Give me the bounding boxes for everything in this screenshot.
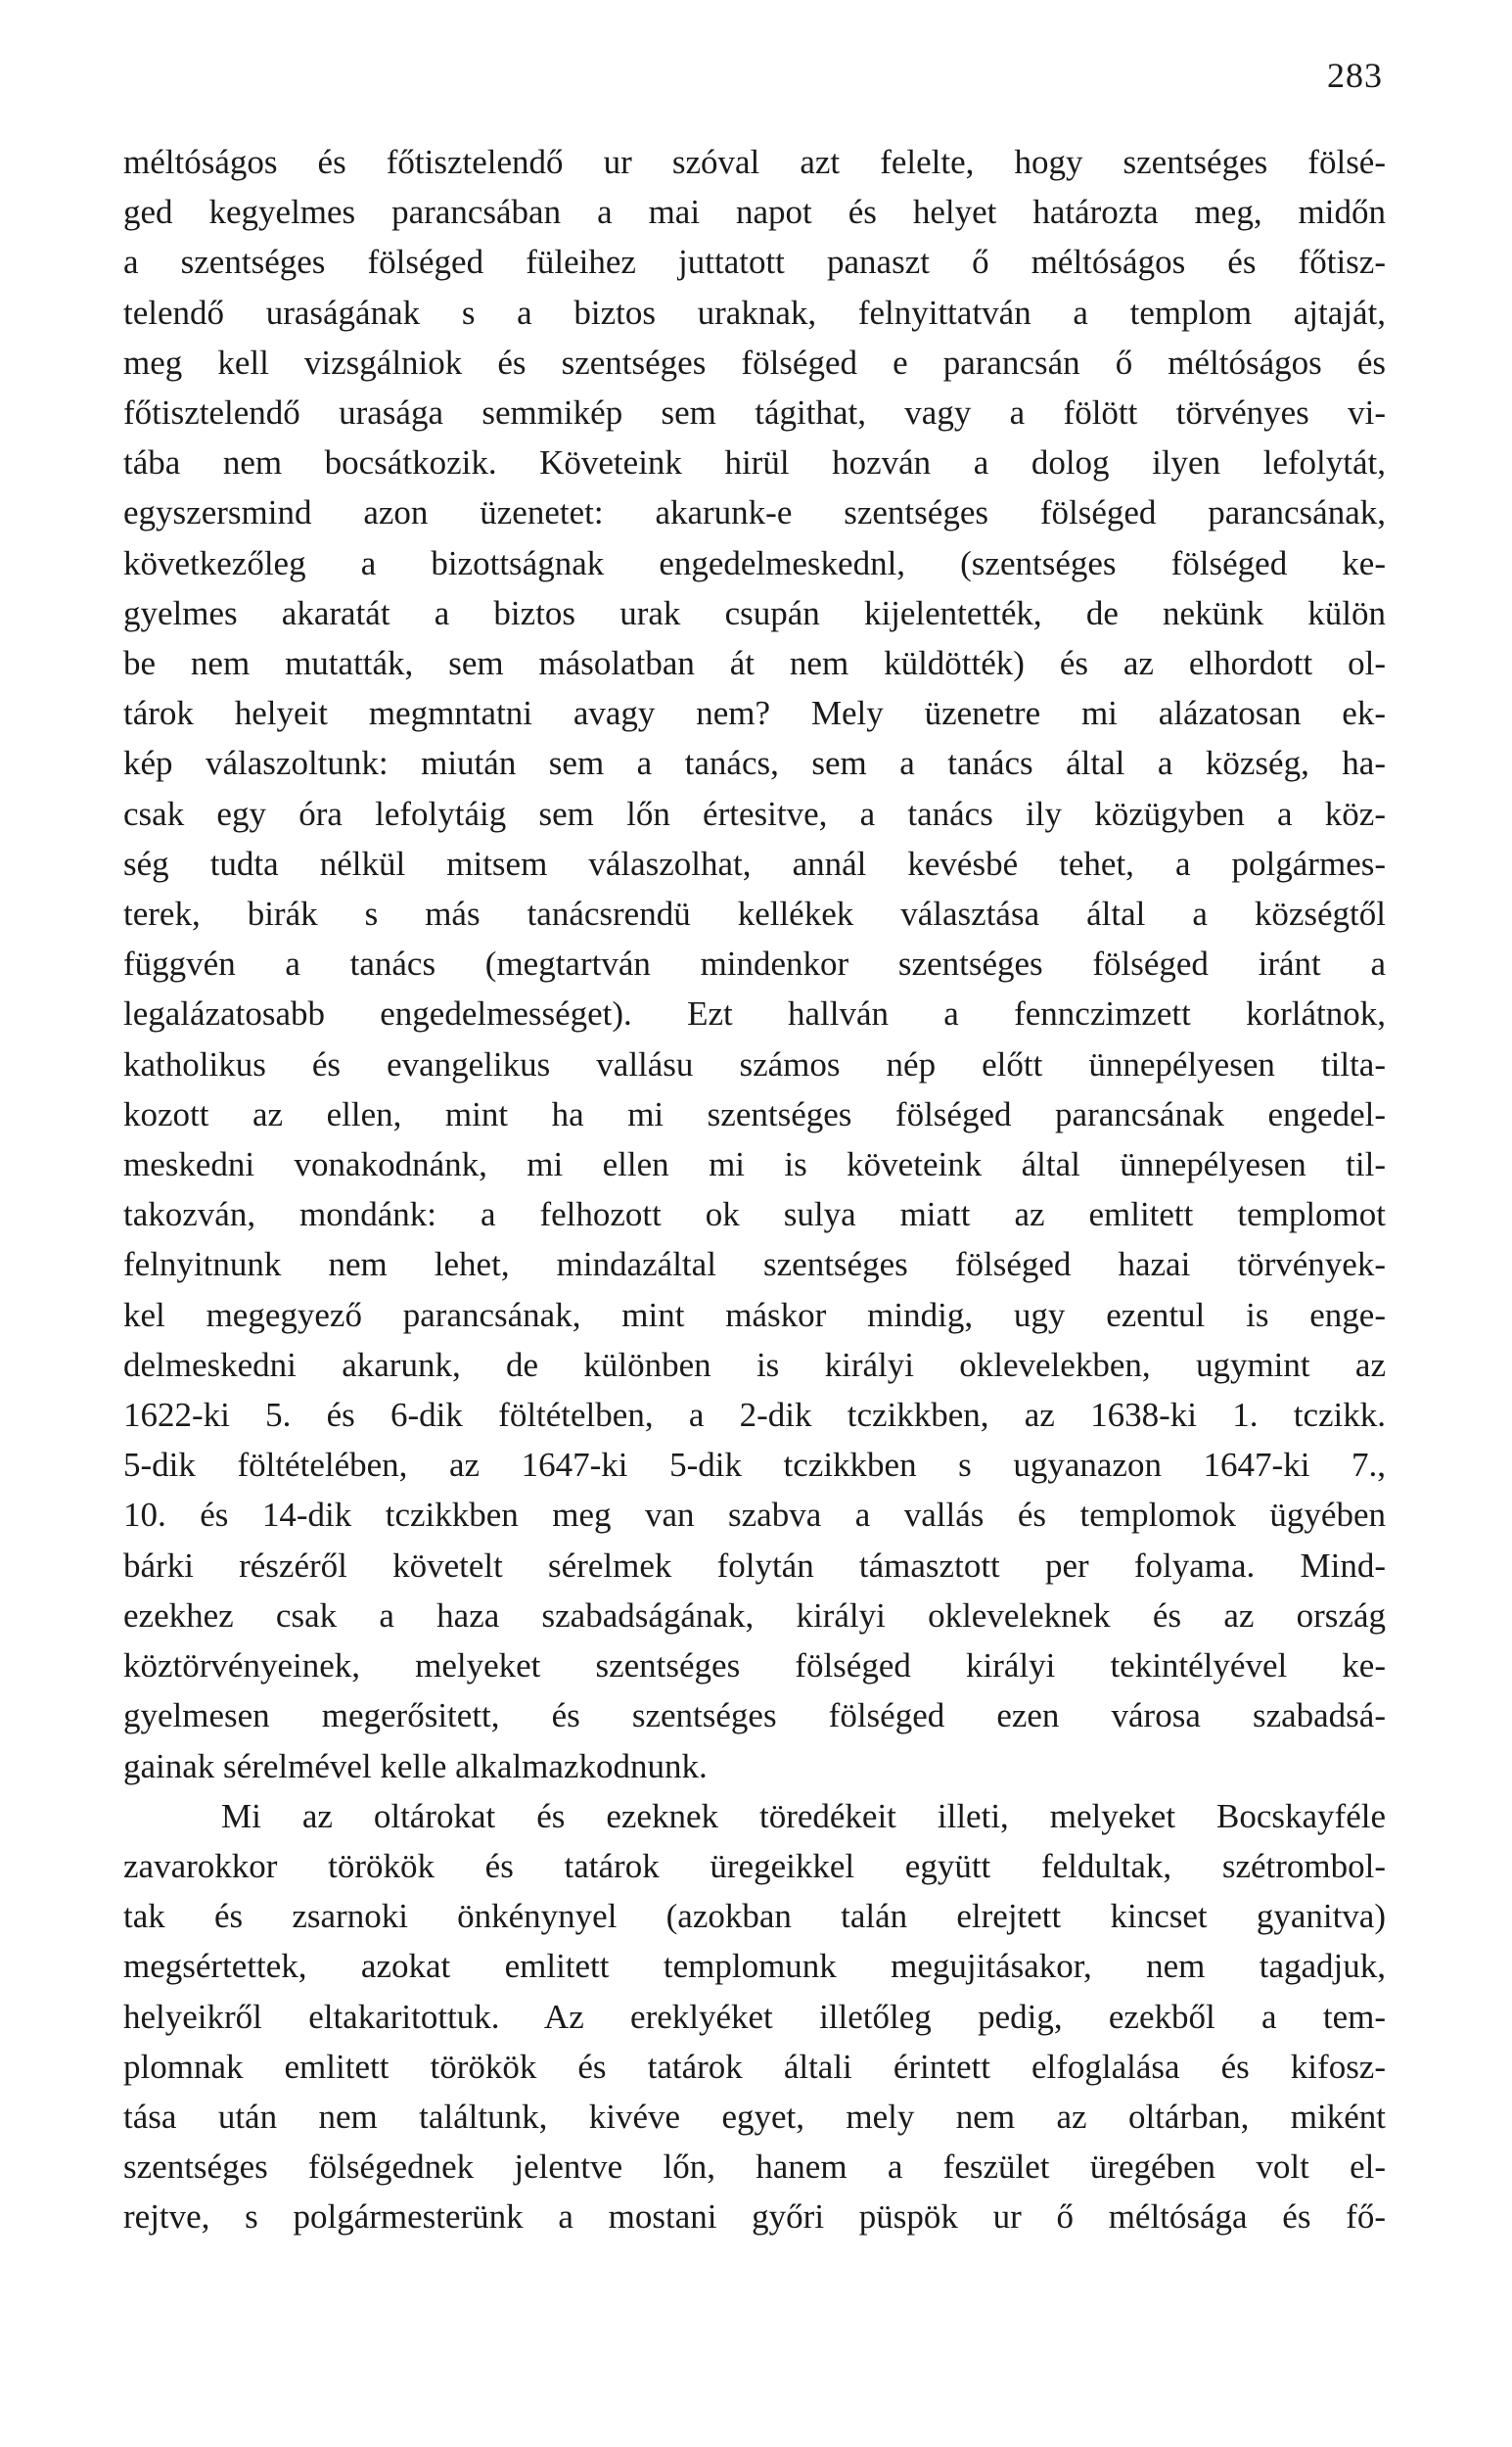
text-line: delmeskedni akarunk, de különben is királyi oklevelekben, ugymint az (123, 1345, 1386, 1384)
text-line: főtisztelendő urasága semmikép sem tágithat, vagy a fölött törvényes vi- (123, 393, 1386, 433)
text-line: következőleg a bizottságnak engedelmeskednl, (szentséges fölséged ke- (123, 543, 1386, 582)
text-line: tása után nem találtunk, kivéve egyet, mely nem az oltárban, miként (123, 2097, 1386, 2136)
body-text (123, 137, 1386, 2242)
text-line: tárok helyeit megmntatni avagy nem? Mely üzenetre mi alázatosan ek- (123, 694, 1386, 733)
text-line: tába nem bocsátkozik. Követeink hirül hozván a dolog ilyen lefolytát, (123, 443, 1386, 483)
paragraph (123, 137, 1386, 1791)
text-line: zavarokkor törökök és tatárok üregeikkel együtt feldultak, szétrombol- (123, 1846, 1386, 1885)
text-line: ged kegyelmes parancsában a mai napot és helyet határozta meg, midőn (123, 193, 1386, 232)
text-line: 1622-ki 5. és 6-dik föltételben, a 2-dik tczikkben, az 1638-ki 1. tczikk. (123, 1396, 1386, 1435)
text-line: terek, birák s más tanácsrendü kellékek választása által a községtől (123, 895, 1386, 934)
text-line: legalázatosabb engedelmességet). Ezt hallván a fennczimzett korlátnok, (123, 994, 1386, 1034)
text-line: bárki részéről követelt sérelmek folytán támasztott per folyama. Mind- (123, 1546, 1386, 1585)
text-line: kozott az ellen, mint ha mi szentséges fölséged parancsának engedel- (123, 1094, 1386, 1133)
text-line: 10. és 14-dik tczikkben meg van szabva a vallás és templomok ügyében (123, 1496, 1386, 1535)
text-line: ezekhez csak a haza szabadságának, királyi okleveleknek és az ország (123, 1595, 1386, 1635)
text-line: katholikus és evangelikus vallásu számos nép előtt ünnepélyesen tilta- (123, 1044, 1386, 1084)
text-line: rejtve, s polgármesterünk a mostani győri püspök ur ő méltósága és fő- (123, 2197, 1386, 2237)
text-line: méltóságos és főtisztelendő ur szóval azt felelte, hogy szentséges fölsé- (123, 143, 1386, 181)
text-line: takozván, mondánk: a felhozott ok sulya miatt az emlitett templomot (123, 1195, 1386, 1234)
text-line: helyeikről eltakaritottuk. Az ereklyéket illetőleg pedig, ezekből a tem- (123, 1997, 1386, 2036)
text-line: be nem mutatták, sem másolatban át nem küldötték) és az elhordott ol- (123, 644, 1386, 683)
text-line: telendő uraságának s a biztos uraknak, felnyittatván a templom ajtaját, (123, 293, 1386, 332)
text-line: felnyitnunk nem lehet, mindazáltal szentséges fölséged hazai törvények- (123, 1245, 1386, 1284)
text-line: csak egy óra lefolytáig sem lőn értesitve, a tanács ily közügyben a köz- (123, 794, 1386, 833)
text-line: plomnak emlitett törökök és tatárok általi érintett elfoglalása és kifosz- (123, 2047, 1386, 2086)
text-line: tak és zsarnoki önkénynyel (azokban talán elrejtett kincset gyanitva) (123, 1897, 1386, 1936)
text-line: ség tudta nélkül mitsem válaszolhat, annál kevésbé tehet, a polgármes- (123, 844, 1386, 883)
paragraph (123, 1791, 1386, 2242)
text-line: kép válaszoltunk: miután sem a tanács, sem a tanács által a község, ha- (123, 744, 1386, 783)
text-line: egyszersmind azon üzenetet: akarunk-e szentséges fölséged parancsának, (123, 493, 1386, 532)
text-line: függvén a tanács (megtartván mindenkor szentséges fölséged iránt a (123, 945, 1386, 984)
text-line: gyelmes akaratát a biztos urak csupán kijelentették, de nekünk külön (123, 593, 1386, 632)
text-line: 5-dik föltételében, az 1647-ki 5-dik tczikkben s ugyanazon 1647-ki 7., (123, 1446, 1386, 1485)
text-line: meg kell vizsgálniok és szentséges fölséged e parancsán ő méltóságos és (123, 343, 1386, 382)
page-number: 283 (1327, 56, 1383, 95)
text-line: szentséges fölségednek jelentve lőn, hanem a feszület üregében volt el- (123, 2147, 1386, 2187)
text-line: köztörvényeinek, melyeket szentséges fölséged királyi tekintélyével ke- (123, 1646, 1386, 1685)
text-line: gainak sérelmével kelle alkalmazkodnunk. (123, 1746, 708, 1785)
text-line: gyelmesen megerősitett, és szentséges fölséged ezen városa szabadsá- (123, 1696, 1386, 1735)
text-line: megsértettek, azokat emlitett templomunk megujitásakor, nem tagadjuk, (123, 1947, 1386, 1986)
text-line: Mi az oltárokat és ezeknek töredékeit illeti, melyeket Bocskayféle (221, 1796, 1386, 1835)
text-line: meskedni vonakodnánk, mi ellen mi is követeink által ünnepélyesen til- (123, 1145, 1386, 1184)
text-line: a szentséges fölséged füleihez juttatott panaszt ő méltóságos és főtisz- (123, 243, 1386, 282)
text-line: kel megegyező parancsának, mint máskor mindig, ugy ezentul is enge- (123, 1295, 1386, 1334)
